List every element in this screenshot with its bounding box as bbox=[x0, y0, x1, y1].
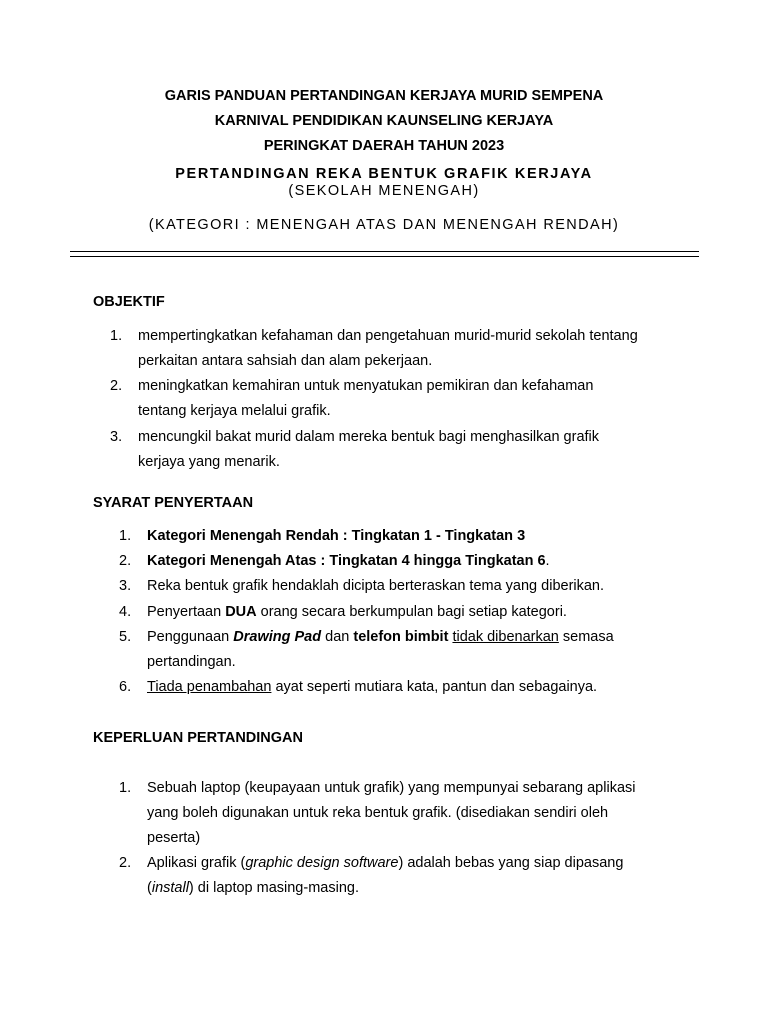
list-item-number: 1. bbox=[110, 328, 123, 344]
list-item-number: 1. bbox=[119, 780, 132, 796]
section-title-objektif: OBJEKTIF bbox=[93, 294, 165, 310]
list-item-number: 3. bbox=[119, 578, 132, 594]
list-item-number: 1. bbox=[119, 528, 132, 544]
graphic-software-term: graphic design software bbox=[245, 855, 399, 871]
list-item-text: Reka bentuk grafik hendaklah dicipta berteraskan tema yang diberikan. bbox=[147, 578, 605, 594]
section-title-syarat: SYARAT PENYERTAAN bbox=[93, 495, 254, 511]
text-fragment: . bbox=[545, 553, 550, 569]
not-allowed-text: tidak dibenarkan bbox=[452, 629, 559, 645]
list-item-text: peserta) bbox=[147, 830, 201, 846]
category-line: (KATEGORI : MENENGAH ATAS DAN MENENGAH RENDAH) bbox=[148, 217, 620, 233]
list-item-text: Sebuah laptop (keupayaan untuk grafik) yang mempunyai sebarang aplikasi bbox=[147, 780, 636, 796]
list-item-text bbox=[147, 553, 550, 569]
divider-top bbox=[70, 251, 699, 252]
list-item-number: 6. bbox=[119, 679, 132, 695]
list-item-text bbox=[147, 629, 614, 645]
text-fragment: semasa bbox=[558, 629, 614, 645]
list-item-number: 2. bbox=[119, 855, 132, 871]
text-fragment: Penggunaan bbox=[147, 629, 234, 645]
section-title-keperluan: KEPERLUAN PERTANDINGAN bbox=[93, 730, 303, 746]
list-item-text: mempertingkatkan kefahaman dan pengetahuan murid-murid sekolah tentang bbox=[138, 328, 638, 344]
header-title-line-3: PERINGKAT DAERAH TAHUN 2023 bbox=[263, 138, 505, 154]
text-fragment: ) adalah bebas yang siap dipasang bbox=[398, 855, 624, 871]
list-item-text: kerjaya yang menarik. bbox=[138, 454, 280, 470]
participant-count: DUA bbox=[225, 604, 257, 620]
list-item-text: pertandingan. bbox=[147, 654, 236, 670]
list-item-text: meningkatkan kemahiran untuk menyatukan pemikiran dan kefahaman bbox=[138, 378, 594, 394]
list-item-number: 4. bbox=[119, 604, 132, 620]
text-fragment: orang secara berkumpulan bagi setiap kategori. bbox=[256, 604, 567, 620]
competition-title: PERTANDINGAN REKA BENTUK GRAFIK KERJAYA bbox=[175, 166, 593, 182]
list-item-text: yang boleh digunakan untuk reka bentuk grafik. (disediakan sendiri oleh bbox=[147, 805, 609, 821]
list-item-text: tentang kerjaya melalui grafik. bbox=[138, 403, 331, 419]
text-fragment: ( bbox=[147, 880, 152, 896]
drawing-pad-term: Drawing Pad bbox=[233, 629, 322, 645]
list-item-number: 2. bbox=[119, 553, 132, 569]
header-title-line-2: KARNIVAL PENDIDIKAN KAUNSELING KERJAYA bbox=[214, 113, 554, 129]
no-additions-text: Tiada penambahan bbox=[147, 679, 272, 695]
text-fragment: Penyertaan bbox=[147, 604, 226, 620]
list-item-text bbox=[147, 604, 567, 620]
school-level: (SEKOLAH MENENGAH) bbox=[288, 183, 480, 199]
list-item-text bbox=[147, 880, 359, 896]
list-item-text: perkaitan antara sahsiah dan alam pekerjaan. bbox=[138, 353, 433, 369]
list-item-number: 5. bbox=[119, 629, 132, 645]
phone-term: telefon bimbit bbox=[353, 629, 449, 645]
category-upper: Kategori Menengah Atas : Tingkatan 4 hingga Tingkatan 6 bbox=[147, 553, 546, 569]
category-lower: Kategori Menengah Rendah : Tingkatan 1 - Tingkatan 3 bbox=[147, 528, 526, 544]
list-item-number: 3. bbox=[110, 429, 123, 445]
list-item-text: mencungkil bakat murid dalam mereka bentuk bagi menghasilkan grafik bbox=[138, 429, 600, 445]
list-item-text bbox=[147, 528, 525, 544]
list-item-number: 2. bbox=[110, 378, 123, 394]
text-fragment: ) di laptop masing-masing. bbox=[188, 880, 359, 896]
list-item-text bbox=[147, 855, 623, 871]
text-fragment: Aplikasi grafik ( bbox=[147, 855, 246, 871]
text-fragment: dan bbox=[321, 629, 354, 645]
install-term: install bbox=[151, 880, 189, 896]
header-title-line-1: GARIS PANDUAN PERTANDINGAN KERJAYA MURID SEMPENA bbox=[164, 88, 604, 104]
text-fragment: ayat seperti mutiara kata, pantun dan sebagainya. bbox=[271, 679, 598, 695]
list-item-text bbox=[147, 679, 597, 695]
divider-bottom bbox=[70, 256, 699, 257]
